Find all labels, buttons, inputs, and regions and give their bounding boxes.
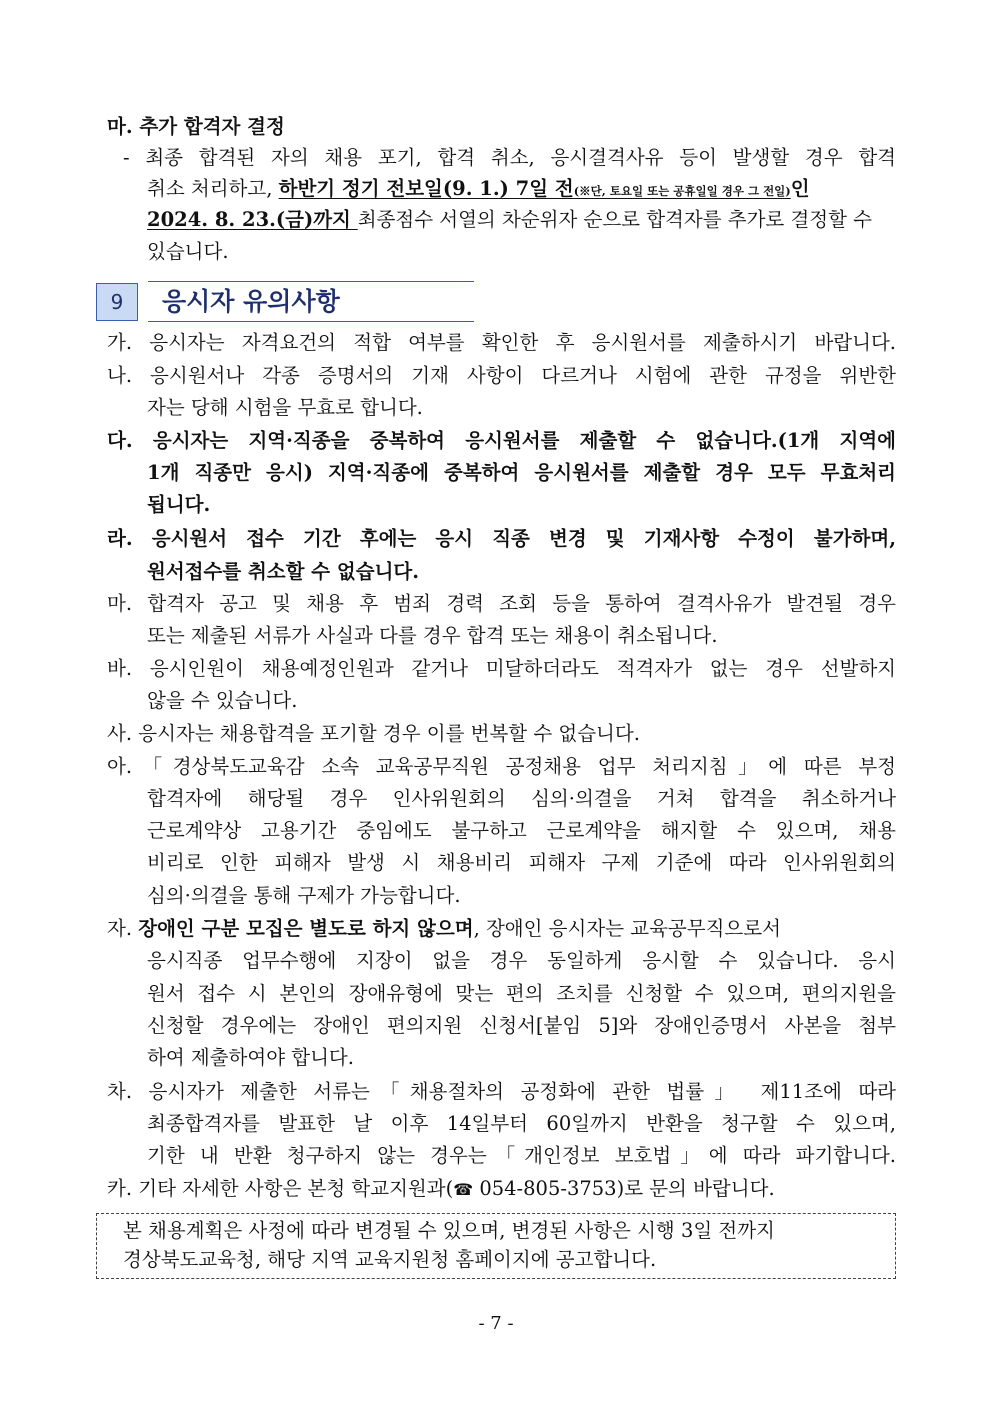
notice-line: 본 채용계획은 사정에 따라 변경될 수 있으며, 변경된 사항은 시행 3일 전까지 bbox=[123, 1219, 775, 1242]
list-item: 마. 합격자 공고 및 채용 후 범죄 경력 조회 등을 통하여 결격사유가 발견될 경우 bbox=[107, 592, 896, 615]
text-span: 최종점수 서열의 차순위자 순으로 합격자를 추가로 결정할 수 bbox=[357, 208, 873, 231]
paragraph-line bbox=[147, 205, 896, 235]
list-item: 다. 응시자는 지역·직종을 중복하여 응시원서를 제출할 수 없습니다.(1개 지역에 bbox=[107, 429, 896, 452]
list-item-continuation: 원서 접수 시 본인의 장애유형에 맞는 편의 조치를 신청할 수 있으며, 편의지원을 bbox=[147, 982, 896, 1005]
heading-rule bbox=[148, 321, 474, 322]
notice-line: 경상북도교육청, 해당 지역 교육지원청 홈페이지에 공고합니다. bbox=[123, 1248, 657, 1271]
list-item-continuation: 합격자에 해당될 경우 인사위원회의 심의·의결을 거쳐 합격을 취소하거나 bbox=[147, 787, 896, 810]
footnote-text: (※단, 토요일 또는 공휴일일 경우 그 전일) bbox=[573, 184, 791, 198]
text-span: 자. bbox=[107, 917, 139, 940]
list-item-continuation: 않을 수 있습니다. bbox=[147, 689, 298, 712]
list-item-continuation: 기한 내 반환 청구하지 않는 경우는「개인정보 보호법」에 따라 파기합니다. bbox=[147, 1144, 896, 1167]
section-title: 응시자 유의사항 bbox=[162, 287, 340, 316]
list-item: 아.「경상북도교육감 소속 교육공무직원 공정채용 업무 처리지침」에 따른 부정 bbox=[107, 755, 896, 778]
list-item-continuation: 심의·의결을 통해 구제가 가능합니다. bbox=[147, 884, 461, 907]
list-item-continuation: 하여 제출하여야 합니다. bbox=[147, 1046, 354, 1069]
list-item-continuation: 또는 제출된 서류가 사실과 다를 경우 합격 또는 채용이 취소됩니다. bbox=[147, 624, 718, 647]
list-item-continuation: 응시직종 업무수행에 지장이 없을 경우 동일하게 응시할 수 있습니다. 응시 bbox=[147, 949, 896, 972]
page-number: - 7 - bbox=[478, 1313, 514, 1334]
emphasis-text: 장애인 구분 모집은 별도로 하지 않으며 bbox=[138, 917, 474, 940]
phone-icon: ☎ bbox=[453, 1180, 474, 1199]
section-number-badge: 9 bbox=[96, 283, 138, 321]
list-item-continuation: 됩니다. bbox=[147, 493, 211, 516]
list-item-continuation: 최종합격자를 발표한 날 이후 14일부터 60일까지 반환을 청구할 수 있으며, bbox=[147, 1112, 896, 1135]
list-item: 가. 응시자는 자격요건의 적합 여부를 확인한 후 응시원서를 제출하시기 바랍니다. bbox=[107, 331, 896, 354]
transfer-date-text: 하반기 정기 전보일(9. 1.) 7일 전 bbox=[278, 177, 574, 200]
list-item-continuation: 근로계약상 고용기간 중임에도 불구하고 근로계약을 해지할 수 있으며, 채용 bbox=[147, 819, 896, 842]
paragraph-line bbox=[147, 174, 896, 206]
paragraph-line: 있습니다. bbox=[147, 240, 229, 263]
text-span: 카. 기타 자세한 사항은 본청 학교지원과( bbox=[107, 1177, 454, 1200]
text-span: 취소 처리하고, bbox=[147, 177, 279, 200]
list-item-continuation: 원서접수를 취소할 수 없습니다. bbox=[147, 560, 420, 583]
subsection-title: 마. 추가 합격자 결정 bbox=[107, 115, 285, 138]
list-item: 차. 응시자가 제출한 서류는「채용절차의 공정화에 관한 법률」 제11조에 따라 bbox=[107, 1080, 896, 1103]
deadline-text: 2024. 8. 23.(금)까지 bbox=[147, 208, 358, 231]
list-item: 나. 응시원서나 각종 증명서의 기재 사항이 다르거나 시험에 관한 규정을 위반한 bbox=[107, 364, 896, 387]
list-item: 라. 응시원서 접수 기간 후에는 응시 직종 변경 및 기재사항 수정이 불가하며, bbox=[107, 527, 896, 550]
list-item-continuation: 1개 직종만 응시) 지역·직종에 중복하여 응시원서를 제출할 경우 모두 무효처리 bbox=[147, 461, 896, 484]
emphasis-text bbox=[279, 177, 791, 200]
list-item: 바. 응시인원이 채용예정인원과 같거나 미달하더라도 적격자가 없는 경우 선발하지 bbox=[107, 657, 896, 680]
list-item: 사. 응시자는 채용합격을 포기할 경우 이를 번복할 수 없습니다. bbox=[107, 722, 640, 745]
heading-rule bbox=[148, 281, 474, 282]
text-span: 인 bbox=[790, 177, 810, 200]
paragraph-line: - 최종 합격된 자의 채용 포기, 합격 취소, 응시결격사유 등이 발생할 경우 합격 bbox=[123, 146, 896, 169]
list-item-continuation: 신청할 경우에는 장애인 편의지원 신청서[붙임 5]와 장애인증명서 사본을 첨부 bbox=[147, 1014, 896, 1037]
list-item-continuation: 비리로 인한 피해자 발생 시 채용비리 피해자 구제 기준에 따라 인사위원회의 bbox=[147, 851, 896, 874]
text-span: , 장애인 응시자는 교육공무직으로서 bbox=[473, 917, 781, 940]
list-item bbox=[107, 914, 896, 944]
list-item bbox=[107, 1174, 775, 1205]
list-item-continuation: 자는 당해 시험을 무효로 합니다. bbox=[147, 396, 423, 419]
text-span: 054-805-3753)로 문의 바랍니다. bbox=[473, 1177, 775, 1200]
